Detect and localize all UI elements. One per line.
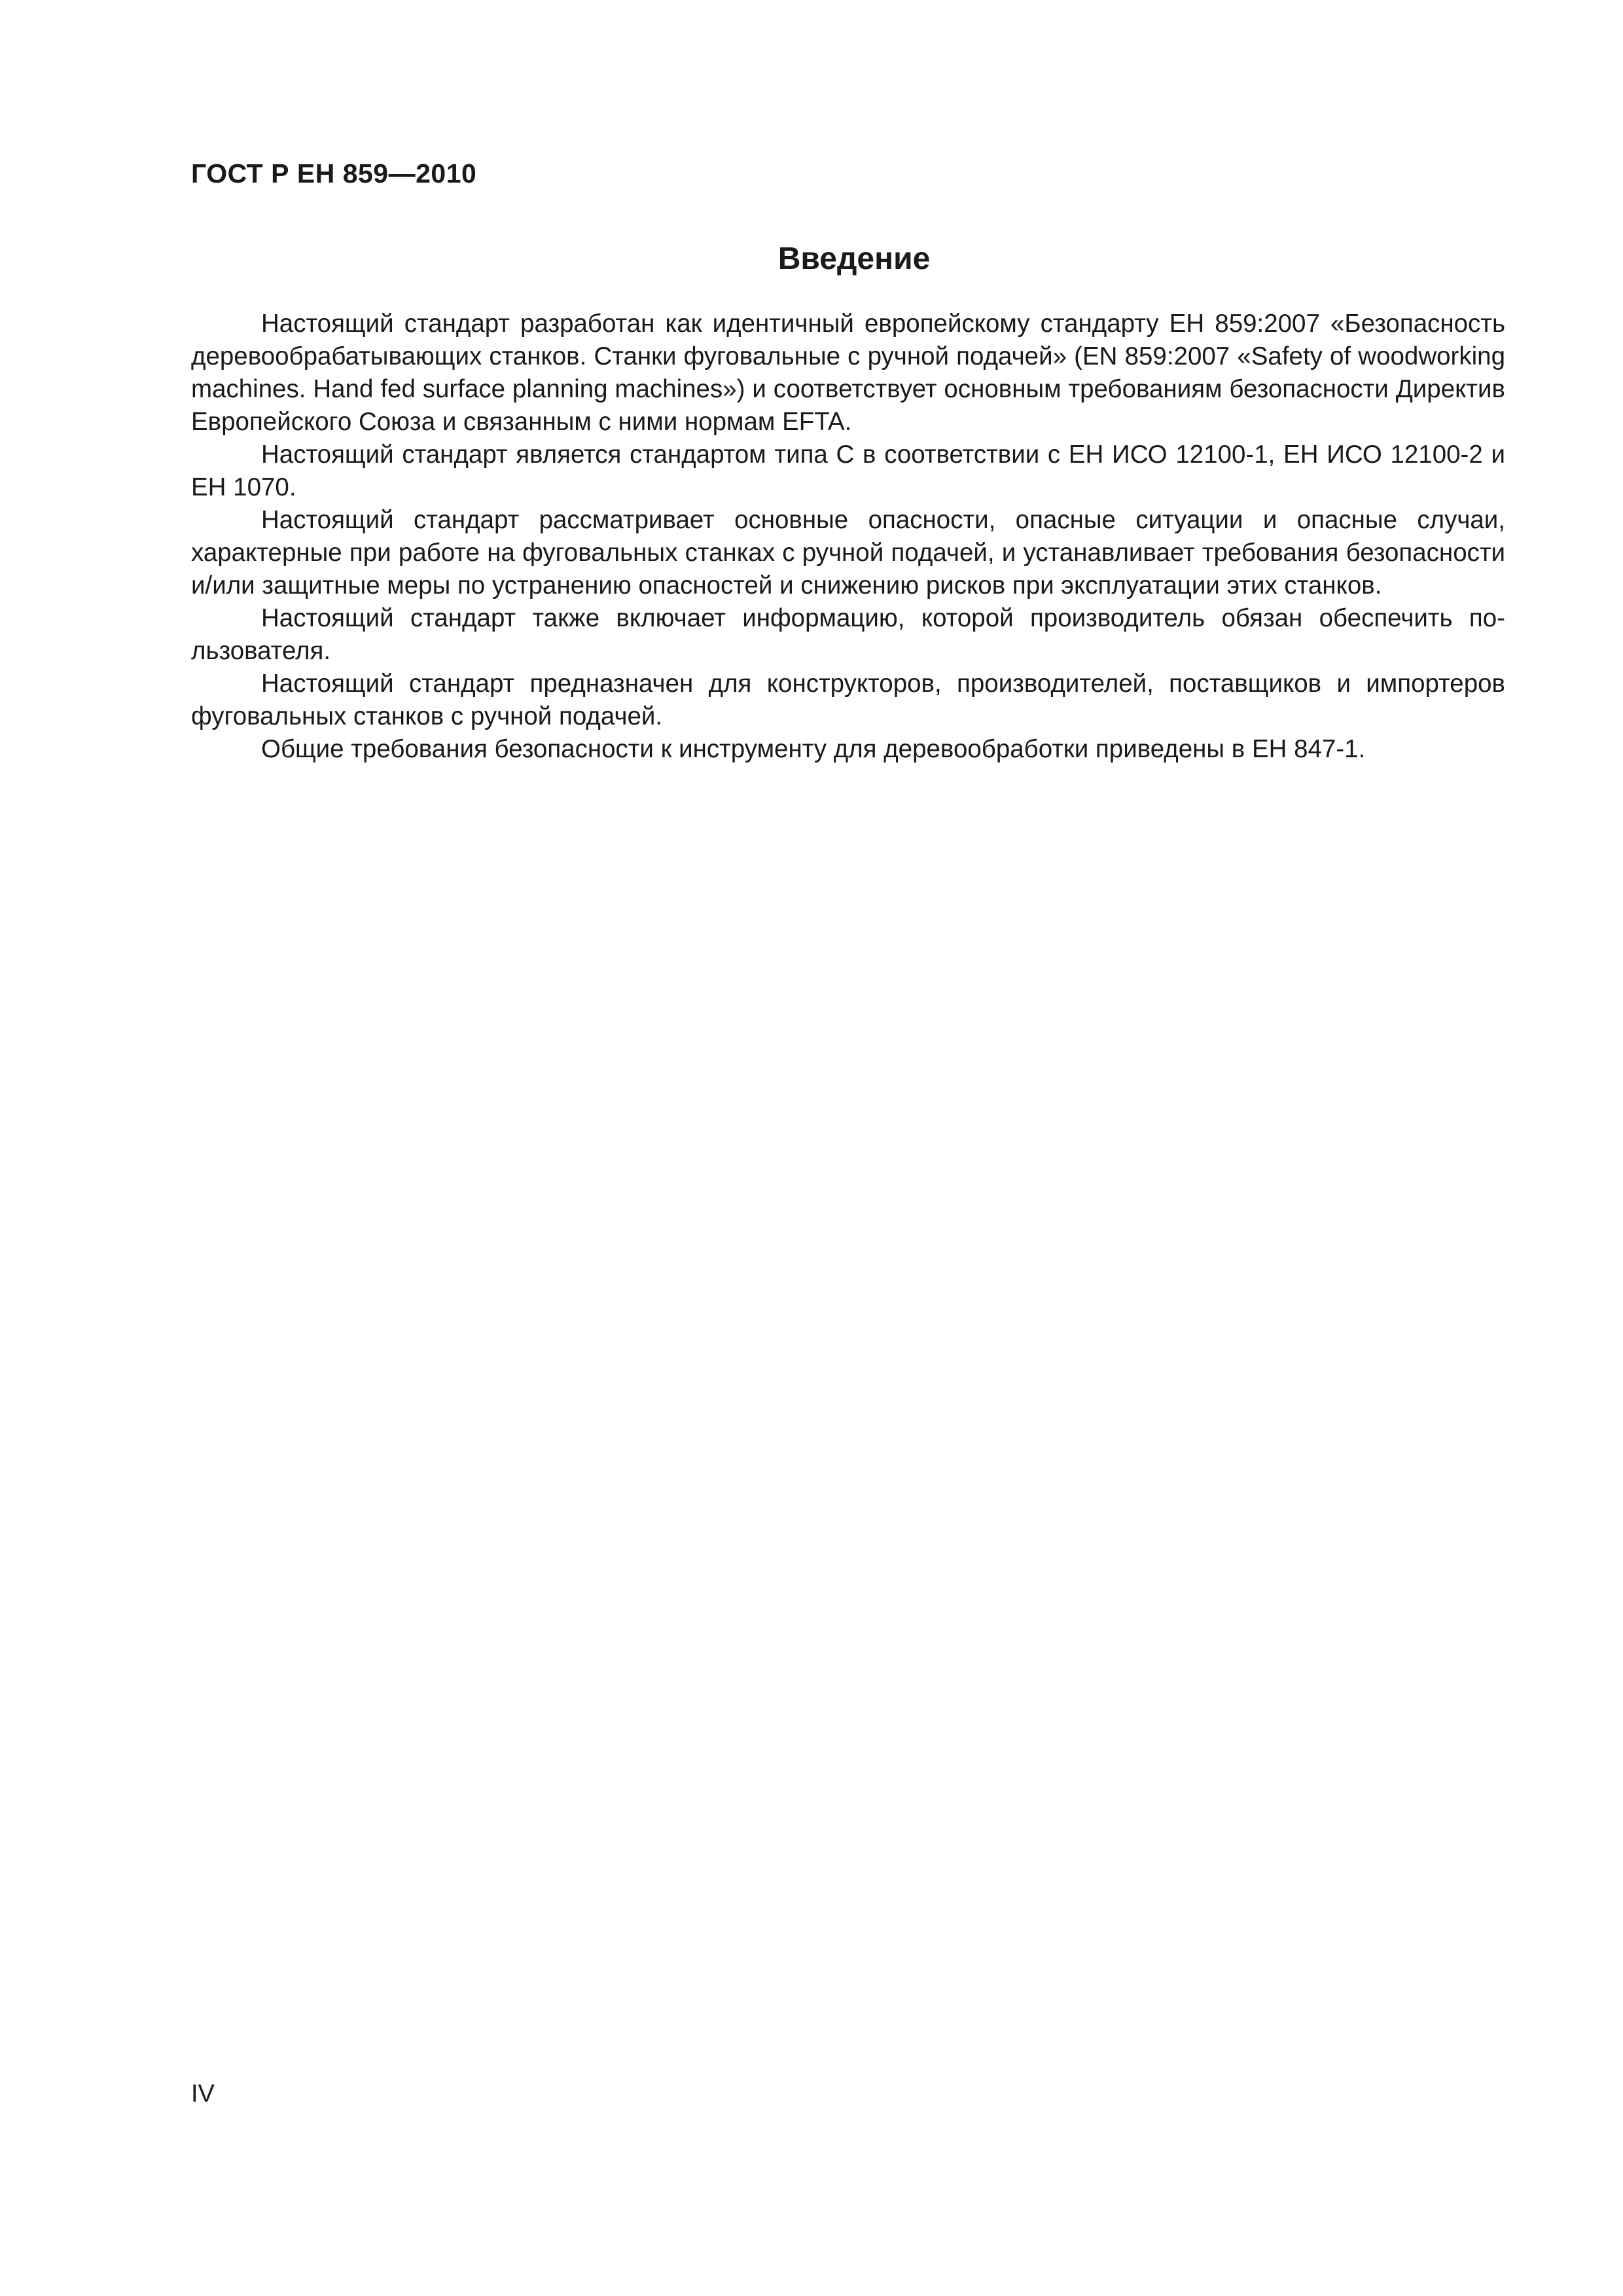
paragraph-6: Общие требования безопасности к инструменту для деревообработки приведены в ЕН 847-1. — [261, 735, 1366, 763]
paragraph-5: Настоящий стандарт предназначен для конструкторов, производителей, поставщиков и импортеров фуговальных станков с ручной подачей. — [191, 670, 1505, 730]
paragraph-1: Настоящий стандарт разработан как идентичный европейскому стандарту ЕН 859:2007 «Безопасность деревообрабатывающих станков. Станки фуговальные с ручной подачей» (EN 859:2007 «Safety of woodworking machines. Hand fed surface planning machines») и соответствует основным требованиям безопасности Директив Европейского Союза и связанным с ними нормам EFTA. — [191, 310, 1505, 436]
paragraph-4: Настоящий стандарт также включает информацию, которой производитель обязан обеспечить пользователя. — [191, 604, 1505, 665]
document-code-header: ГОСТ Р ЕН 859—2010 — [191, 158, 477, 188]
paragraph-3: Настоящий стандарт рассматривает основные опасности, опасные ситуации и опасные случаи, характерные при работе на фуговальных станках с ручной подачей, и устанавливает требования безопасности и/или защитные меры по устранению опасностей и снижению рисков при эксплуатации этих станков. — [191, 506, 1505, 600]
page-number: IV — [191, 2080, 215, 2108]
paragraph-2: Настоящий стандарт является стандартом типа С в соответствии с ЕН ИСО 12100-1, ЕН ИСО 12100-2 и ЕН 1070. — [191, 440, 1505, 501]
section-title-wrapper — [0, 241, 1623, 277]
introduction-body — [191, 308, 1505, 766]
section-title: Введение — [777, 242, 931, 276]
